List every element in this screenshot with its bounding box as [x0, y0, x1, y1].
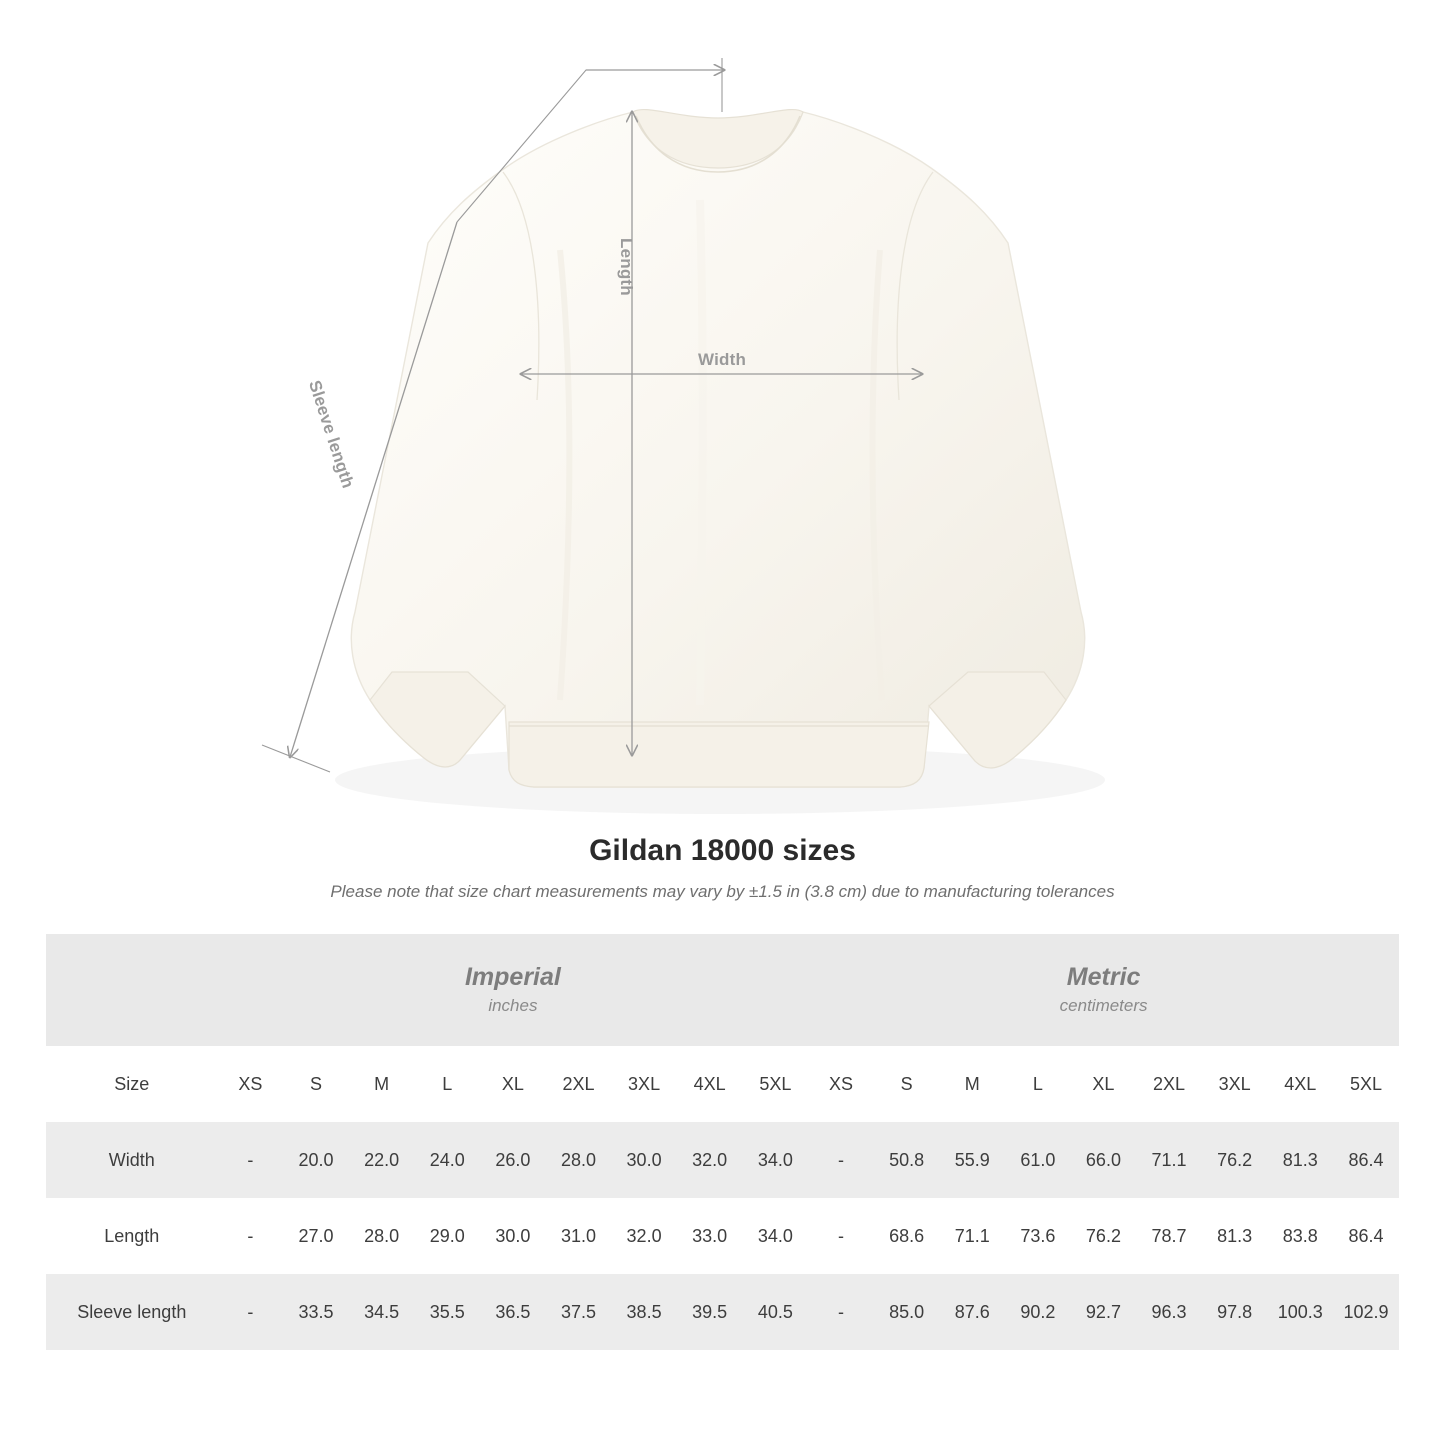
- imperial-title: Imperial: [464, 962, 561, 991]
- length-metric-s: 68.6: [874, 1198, 940, 1274]
- width-metric-xl: 66.0: [1071, 1122, 1137, 1198]
- row-label-sleeve-length: Sleeve length: [46, 1274, 218, 1350]
- width-imperial-2xl: 28.0: [546, 1122, 612, 1198]
- sleeve-metric-m: 87.6: [939, 1274, 1005, 1350]
- length-imperial-xl: 30.0: [480, 1198, 546, 1274]
- sleeve-imperial-3xl: 38.5: [611, 1274, 677, 1350]
- sleeve-imperial-l: 35.5: [414, 1274, 480, 1350]
- size-header-metric-3xl: 3XL: [1202, 1046, 1268, 1122]
- size-header-imperial-l: L: [414, 1046, 480, 1122]
- size-header-imperial-m: M: [349, 1046, 415, 1122]
- length-metric-m: 71.1: [939, 1198, 1005, 1274]
- size-header-metric-m: M: [939, 1046, 1005, 1122]
- row-label-width: Width: [46, 1122, 218, 1198]
- length-metric-xs: -: [808, 1198, 874, 1274]
- length-metric-5xl: 86.4: [1333, 1198, 1399, 1274]
- sleeve-metric-3xl: 97.8: [1202, 1274, 1268, 1350]
- width-metric-4xl: 81.3: [1267, 1122, 1333, 1198]
- size-header-metric-xs: XS: [808, 1046, 874, 1122]
- length-imperial-2xl: 31.0: [546, 1198, 612, 1274]
- length-imperial-5xl: 34.0: [742, 1198, 808, 1274]
- length-metric-4xl: 83.8: [1267, 1198, 1333, 1274]
- size-header-imperial-4xl: 4XL: [677, 1046, 743, 1122]
- table-row: [46, 1122, 1399, 1198]
- size-header-imperial-5xl: 5XL: [742, 1046, 808, 1122]
- imperial-subtitle: inches: [488, 995, 538, 1015]
- width-imperial-l: 24.0: [414, 1122, 480, 1198]
- sleeve-metric-l: 90.2: [1005, 1274, 1071, 1350]
- unit-header-row: [46, 934, 1399, 1046]
- sleeve-length-dimension-label: Sleeve length: [304, 378, 358, 491]
- metric-subtitle: centimeters: [1059, 995, 1148, 1015]
- width-metric-5xl: 86.4: [1333, 1122, 1399, 1198]
- size-header-metric-xl: XL: [1071, 1046, 1137, 1122]
- size-header-label: Size: [46, 1046, 218, 1122]
- length-imperial-l: 29.0: [414, 1198, 480, 1274]
- width-metric-s: 50.8: [874, 1122, 940, 1198]
- sleeve-metric-xl: 92.7: [1071, 1274, 1137, 1350]
- table-row: [46, 1198, 1399, 1274]
- width-metric-m: 55.9: [939, 1122, 1005, 1198]
- width-metric-xs: -: [808, 1122, 874, 1198]
- size-header-metric-s: S: [874, 1046, 940, 1122]
- width-imperial-xl: 26.0: [480, 1122, 546, 1198]
- width-dimension-label: Width: [698, 350, 747, 369]
- title-block: [0, 834, 1445, 902]
- row-label-length: Length: [46, 1198, 218, 1274]
- size-table: [46, 934, 1399, 1350]
- size-header-imperial-xs: XS: [218, 1046, 284, 1122]
- width-imperial-4xl: 32.0: [677, 1122, 743, 1198]
- metric-header: [808, 934, 1399, 1046]
- size-header-metric-4xl: 4XL: [1267, 1046, 1333, 1122]
- length-metric-2xl: 78.7: [1136, 1198, 1202, 1274]
- sleeve-imperial-4xl: 39.5: [677, 1274, 743, 1350]
- page-title: Gildan 18000 sizes: [589, 834, 856, 867]
- metric-title: Metric: [1066, 962, 1141, 991]
- sleeve-imperial-xl: 36.5: [480, 1274, 546, 1350]
- width-imperial-s: 20.0: [283, 1122, 349, 1198]
- sleeve-imperial-5xl: 40.5: [742, 1274, 808, 1350]
- size-header-imperial-s: S: [283, 1046, 349, 1122]
- sleeve-imperial-m: 34.5: [349, 1274, 415, 1350]
- size-header-metric-5xl: 5XL: [1333, 1046, 1399, 1122]
- width-metric-2xl: 71.1: [1136, 1122, 1202, 1198]
- size-header-metric-2xl: 2XL: [1136, 1046, 1202, 1122]
- size-header-imperial-3xl: 3XL: [611, 1046, 677, 1122]
- width-imperial-m: 22.0: [349, 1122, 415, 1198]
- length-imperial-4xl: 33.0: [677, 1198, 743, 1274]
- width-metric-l: 61.0: [1005, 1122, 1071, 1198]
- width-imperial-xs: -: [218, 1122, 284, 1198]
- length-metric-3xl: 81.3: [1202, 1198, 1268, 1274]
- length-imperial-m: 28.0: [349, 1198, 415, 1274]
- length-metric-l: 73.6: [1005, 1198, 1071, 1274]
- size-header-metric-l: L: [1005, 1046, 1071, 1122]
- size-table-wrapper: [46, 934, 1399, 1350]
- table-row: [46, 1274, 1399, 1350]
- size-header-imperial-xl: XL: [480, 1046, 546, 1122]
- unit-header-spacer: [46, 934, 218, 1046]
- width-imperial-5xl: 34.0: [742, 1122, 808, 1198]
- sleeve-metric-2xl: 96.3: [1136, 1274, 1202, 1350]
- length-imperial-xs: -: [218, 1198, 284, 1274]
- sleeve-metric-xs: -: [808, 1274, 874, 1350]
- width-imperial-3xl: 30.0: [611, 1122, 677, 1198]
- tolerance-note: Please note that size chart measurements may vary by ±1.5 in (3.8 cm) due to manufacturing tolerances: [330, 882, 1115, 901]
- sleeve-imperial-2xl: 37.5: [546, 1274, 612, 1350]
- sleeve-metric-4xl: 100.3: [1267, 1274, 1333, 1350]
- sleeve-metric-s: 85.0: [874, 1274, 940, 1350]
- length-imperial-s: 27.0: [283, 1198, 349, 1274]
- size-header-row: [46, 1046, 1399, 1122]
- size-header-imperial-2xl: 2XL: [546, 1046, 612, 1122]
- sleeve-metric-5xl: 102.9: [1333, 1274, 1399, 1350]
- length-metric-xl: 76.2: [1071, 1198, 1137, 1274]
- width-metric-3xl: 76.2: [1202, 1122, 1268, 1198]
- sleeve-imperial-xs: -: [218, 1274, 284, 1350]
- sleeve-imperial-s: 33.5: [283, 1274, 349, 1350]
- length-dimension-label: Length: [617, 238, 636, 296]
- length-imperial-3xl: 32.0: [611, 1198, 677, 1274]
- imperial-header: [218, 934, 809, 1046]
